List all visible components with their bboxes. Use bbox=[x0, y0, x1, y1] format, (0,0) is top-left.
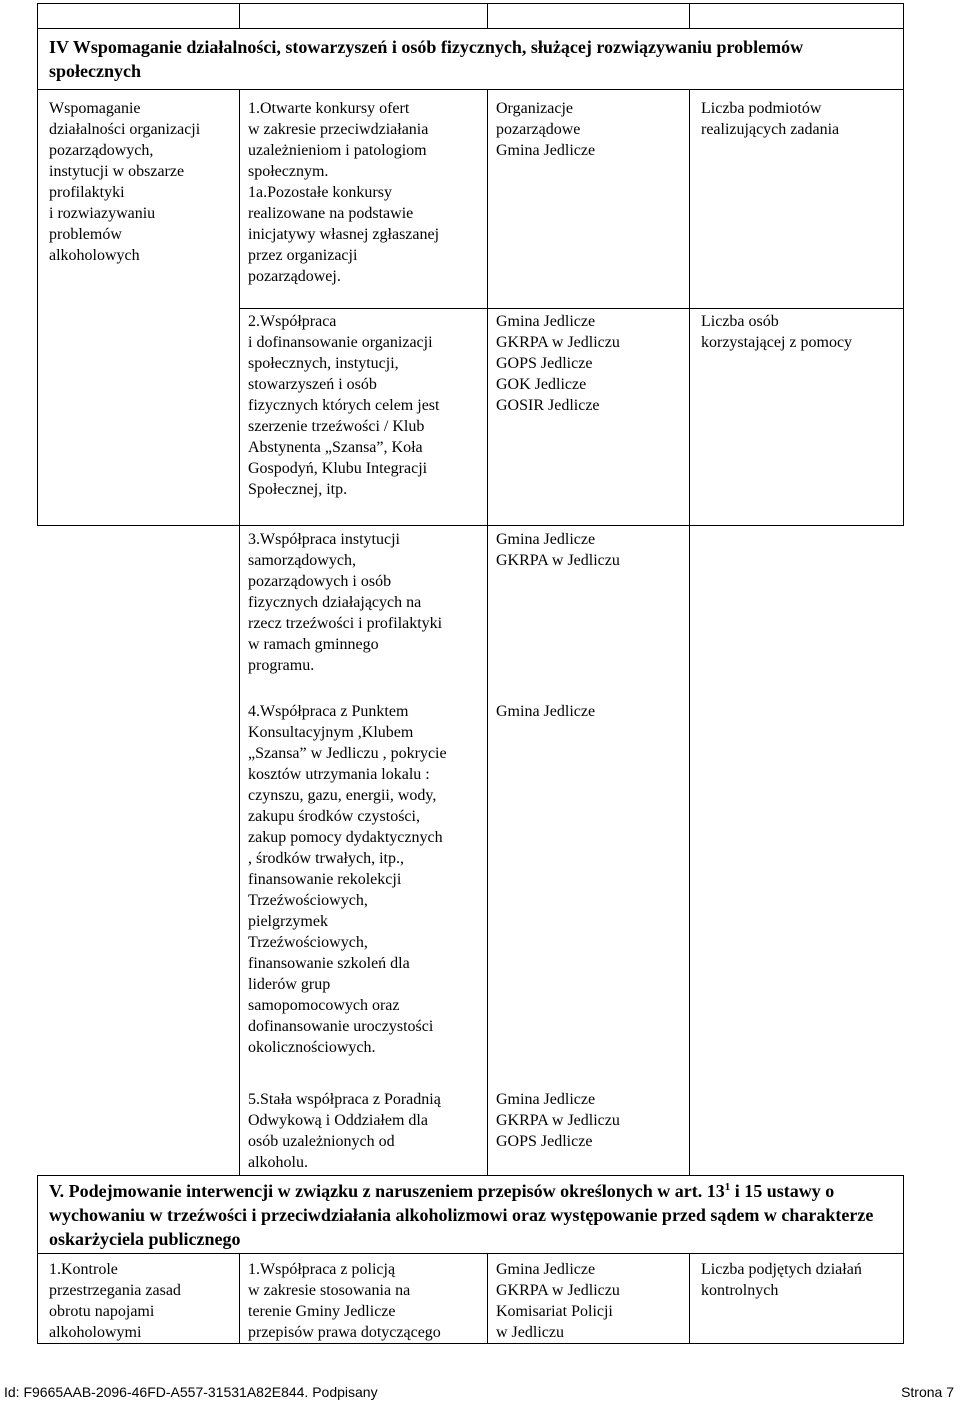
table-row bbox=[38, 698, 904, 1086]
table-row bbox=[38, 1086, 904, 1176]
task-text: 2.Współpraca i dofinansowanie organizacji społecznych, instytucji, stowarzyszeń i osób fizycznych których celem jest szerzenie trzeźwości / Klub Abstynenta „Szansa”, Koła Gospodyń, Klubu Integracji Społecznej, itp. bbox=[248, 313, 440, 498]
header-cell-3 bbox=[488, 4, 690, 29]
realizer-text: Organizacje pozarządowe Gmina Jedlicze bbox=[496, 100, 596, 159]
section-v-heading-row bbox=[38, 1176, 904, 1254]
task-text: 3.Współpraca instytucji samorządowych, pozarządowych i osób fizycznych działających na rzecz trzeźwości i profilaktyki w ramach gminnego programu. bbox=[248, 531, 443, 674]
section-v-title-part1: V. Podejmowanie interwencji w związku z naruszeniem przepisów określonych w art. 13 bbox=[49, 1181, 725, 1201]
realizer-text: Gmina Jedlicze GKRPA w Jedliczu bbox=[496, 531, 620, 569]
page-number: Strona 7 bbox=[901, 1384, 954, 1400]
realizer-text: Gmina Jedlicze GKRPA w Jedliczu Komisariat Policji w Jedliczu bbox=[496, 1261, 620, 1341]
programme-table bbox=[37, 3, 904, 1344]
table-row bbox=[38, 526, 904, 699]
task-text: 1.Współpraca z policją w zakresie stosowania na terenie Gminy Jedlicze przepisów prawa dotyczącego bbox=[248, 1261, 441, 1341]
section-v-title bbox=[49, 1179, 897, 1251]
indicator-text: Liczba osób korzystającej z pomocy bbox=[701, 313, 853, 351]
table-header-row bbox=[38, 4, 904, 29]
realizer-text: Gmina Jedlicze GKRPA w Jedliczu GOPS Jedlicze bbox=[496, 1091, 620, 1150]
realizer-text: Gmina Jedlicze bbox=[496, 703, 596, 720]
task-text: 1.Otwarte konkursy ofert w zakresie przeciwdziałania uzależnieniom i patologiom społecznym. 1a.Pozostałe konkursy realizowane na podstawie inicjatywy własnej zgłaszanej przez organizacji pozarządowej. bbox=[248, 100, 440, 285]
header-cell-4 bbox=[690, 4, 904, 29]
indicator-text: Liczba podmiotów realizujących zadania bbox=[701, 100, 840, 138]
table-row bbox=[38, 1254, 904, 1344]
section-v-title-sup: 1 bbox=[724, 1181, 731, 1193]
indicator-text: Liczba podjętych działań kontrolnych bbox=[701, 1261, 862, 1299]
area-description: 1.Kontrole przestrzegania zasad obrotu napojami alkoholowymi bbox=[49, 1261, 181, 1341]
task-text: 4.Współpraca z Punktem Konsultacyjnym ,Klubem „Szansa” w Jedliczu , pokrycie kosztów utrzymania lokalu : czynszu, gazu, energii, wody, zakupu środków czystości, zakup pomocy dydaktycznych , środków trwałych, itp., finansowanie rekolekcji Trzeźwościowych, pielgrzymek Trzeźwościowych, finansowanie szkoleń dla liderów grup samopomocowych oraz dofinansowanie uroczystości okolicznościowych. bbox=[248, 703, 447, 1056]
section-iv-heading-row bbox=[38, 29, 904, 90]
realizer-text: Gmina Jedlicze GKRPA w Jedliczu GOPS Jedlicze GOK Jedlicze GOSIR Jedlicze bbox=[496, 313, 620, 414]
header-cell-1 bbox=[38, 4, 240, 29]
task-text: 5.Stała współpraca z Poradnią Odwykową i Oddziałem dla osób uzależnionych od alkoholu. bbox=[248, 1091, 441, 1171]
section-iv-title: IV Wspomaganie działalności, stowarzyszeń i osób fizycznych, służącej rozwiązywaniu problemów społecznych bbox=[49, 37, 804, 81]
header-cell-2 bbox=[240, 4, 488, 29]
document-id: Id: F9665AAB-2096-46FD-A557-31531A82E844. Podpisany bbox=[4, 1384, 378, 1400]
area-description: Wspomaganie działalności organizacji pozarządowych, instytucji w obszarze profilaktyki i rozwiazywaniu problemów alkoholowych bbox=[49, 100, 201, 264]
section-v-title-part2: i 15 ustawy o wychowaniu w trzeźwości i przeciwdziałania alkoholizmowi oraz występowanie przed sądem w charakterze oskarżyciela publicznego bbox=[49, 1181, 874, 1249]
table-row bbox=[38, 90, 904, 309]
